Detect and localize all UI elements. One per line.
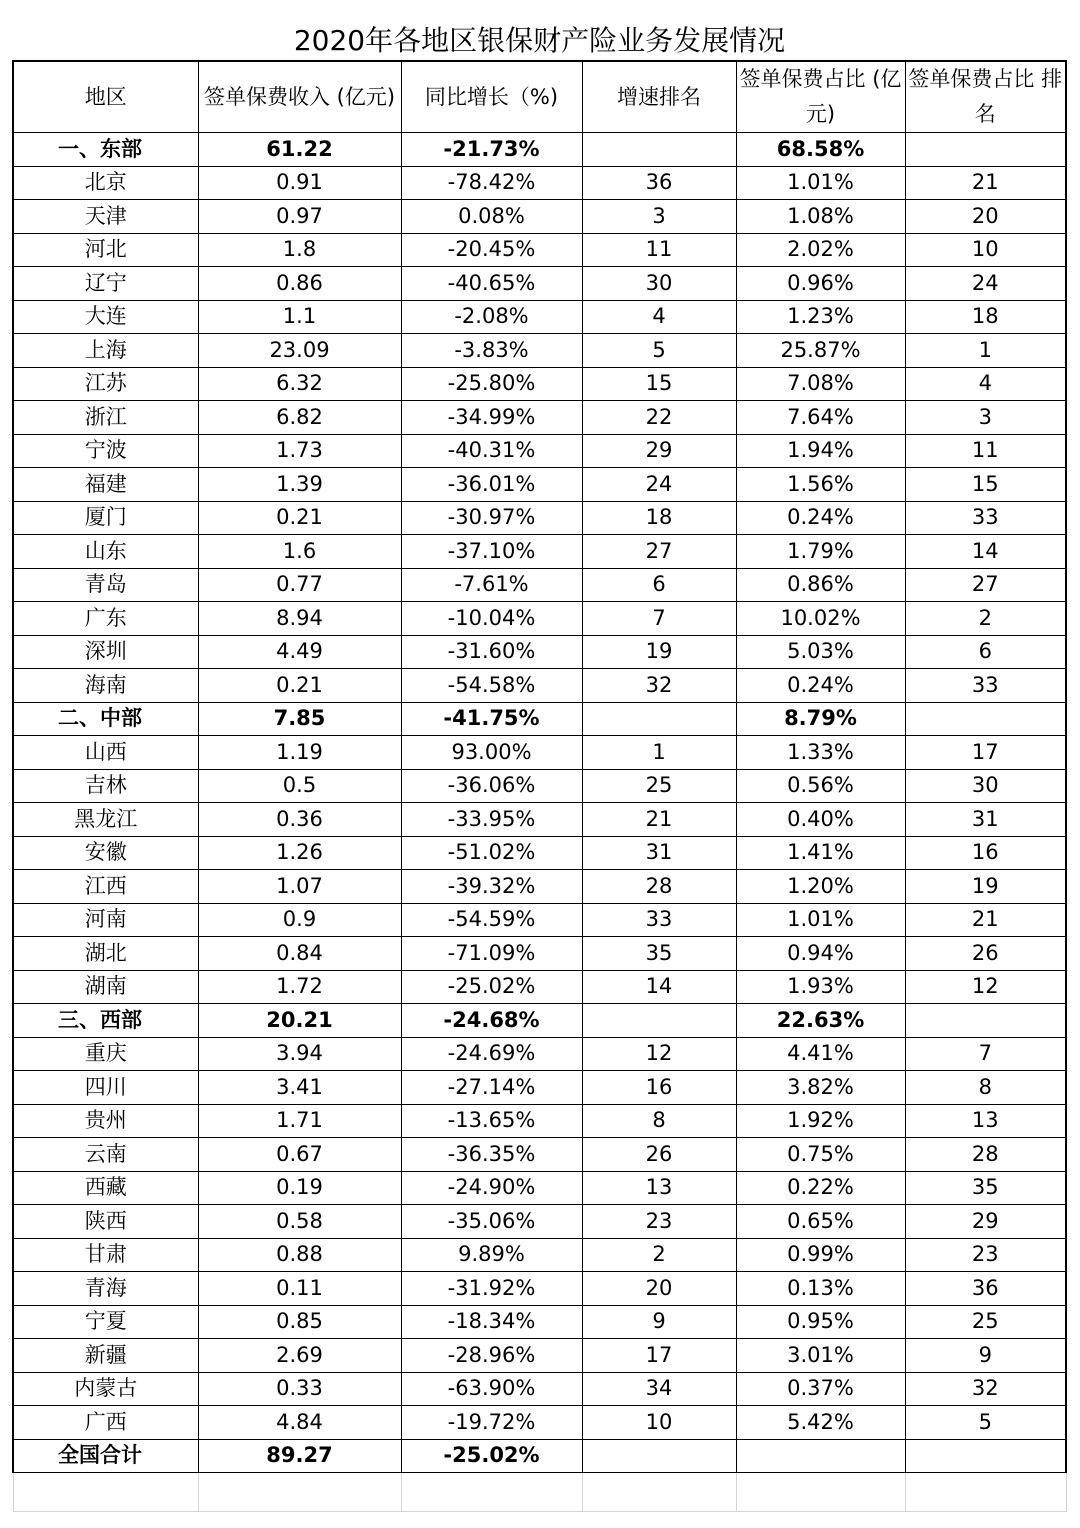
cell-rank xyxy=(582,1439,736,1473)
table-row xyxy=(13,836,1066,870)
cell-premium: 8.94 xyxy=(198,602,401,636)
table-row xyxy=(13,1071,1066,1105)
cell-premium: 0.97 xyxy=(198,200,401,234)
cell-rank: 30 xyxy=(582,267,736,301)
cell-growth: -25.02% xyxy=(401,1439,582,1473)
cell-rank: 21 xyxy=(582,803,736,837)
cell-rank: 9 xyxy=(582,1305,736,1339)
cell-rank: 28 xyxy=(582,870,736,904)
cell-premium: 1.07 xyxy=(198,870,401,904)
table-row xyxy=(13,1272,1066,1306)
table-row xyxy=(13,200,1066,234)
cell-share-rank: 14 xyxy=(905,535,1066,569)
cell-premium: 0.77 xyxy=(198,568,401,602)
empty-cell xyxy=(198,1473,401,1512)
table-row xyxy=(13,233,1066,267)
cell-rank: 29 xyxy=(582,434,736,468)
table-row xyxy=(13,1406,1066,1440)
cell-region: 广东 xyxy=(13,602,198,636)
cell-premium: 1.19 xyxy=(198,736,401,770)
table-row xyxy=(13,870,1066,904)
cell-region: 贵州 xyxy=(13,1104,198,1138)
cell-growth: -27.14% xyxy=(401,1071,582,1105)
cell-share-rank xyxy=(905,133,1066,167)
cell-region: 河北 xyxy=(13,233,198,267)
cell-share-rank: 19 xyxy=(905,870,1066,904)
cell-share-rank xyxy=(905,1004,1066,1038)
cell-premium: 23.09 xyxy=(198,334,401,368)
table-row xyxy=(13,1305,1066,1339)
cell-share-rank xyxy=(905,1439,1066,1473)
cell-rank: 33 xyxy=(582,903,736,937)
cell-premium: 0.9 xyxy=(198,903,401,937)
cell-region: 青岛 xyxy=(13,568,198,602)
cell-rank xyxy=(582,1004,736,1038)
cell-rank: 2 xyxy=(582,1238,736,1272)
cell-premium: 0.5 xyxy=(198,769,401,803)
cell-premium: 6.82 xyxy=(198,401,401,435)
header-growth: 同比增长（%) xyxy=(401,61,582,133)
cell-share-rank: 11 xyxy=(905,434,1066,468)
cell-region: 辽宁 xyxy=(13,267,198,301)
cell-premium: 0.36 xyxy=(198,803,401,837)
cell-premium: 0.86 xyxy=(198,267,401,301)
cell-share: 0.24% xyxy=(736,669,905,703)
table-row xyxy=(13,803,1066,837)
cell-share-rank: 26 xyxy=(905,937,1066,971)
cell-growth: -33.95% xyxy=(401,803,582,837)
cell-region: 江西 xyxy=(13,870,198,904)
cell-region: 山西 xyxy=(13,736,198,770)
cell-growth: -21.73% xyxy=(401,133,582,167)
cell-growth: -37.10% xyxy=(401,535,582,569)
cell-region: 安徽 xyxy=(13,836,198,870)
empty-cell xyxy=(582,1473,736,1512)
cell-share: 1.94% xyxy=(736,434,905,468)
cell-rank: 14 xyxy=(582,970,736,1004)
cell-growth: -36.06% xyxy=(401,769,582,803)
header-region: 地区 xyxy=(13,61,198,133)
empty-cell xyxy=(905,1473,1066,1512)
table-row xyxy=(13,501,1066,535)
cell-growth: -71.09% xyxy=(401,937,582,971)
cell-share: 3.82% xyxy=(736,1071,905,1105)
table-row xyxy=(13,903,1066,937)
cell-share-rank: 31 xyxy=(905,803,1066,837)
cell-region: 厦门 xyxy=(13,501,198,535)
cell-growth: -54.58% xyxy=(401,669,582,703)
cell-premium: 1.73 xyxy=(198,434,401,468)
cell-rank: 19 xyxy=(582,635,736,669)
cell-share: 1.01% xyxy=(736,903,905,937)
cell-share: 68.58% xyxy=(736,133,905,167)
cell-growth: -54.59% xyxy=(401,903,582,937)
cell-region: 陕西 xyxy=(13,1205,198,1239)
cell-share-rank xyxy=(905,702,1066,736)
cell-share: 1.23% xyxy=(736,300,905,334)
cell-share-rank: 6 xyxy=(905,635,1066,669)
cell-share: 1.20% xyxy=(736,870,905,904)
cell-share-rank: 32 xyxy=(905,1372,1066,1406)
cell-growth: -18.34% xyxy=(401,1305,582,1339)
cell-share-rank: 18 xyxy=(905,300,1066,334)
cell-share-rank: 10 xyxy=(905,233,1066,267)
cell-premium: 0.85 xyxy=(198,1305,401,1339)
cell-growth: -30.97% xyxy=(401,501,582,535)
cell-premium: 0.19 xyxy=(198,1171,401,1205)
cell-share: 5.42% xyxy=(736,1406,905,1440)
cell-premium: 0.67 xyxy=(198,1138,401,1172)
cell-rank: 10 xyxy=(582,1406,736,1440)
cell-growth: -36.35% xyxy=(401,1138,582,1172)
cell-share: 22.63% xyxy=(736,1004,905,1038)
cell-share: 1.41% xyxy=(736,836,905,870)
cell-premium: 1.26 xyxy=(198,836,401,870)
cell-share-rank: 13 xyxy=(905,1104,1066,1138)
table-row xyxy=(13,1004,1066,1038)
table-row xyxy=(13,367,1066,401)
cell-premium: 1.8 xyxy=(198,233,401,267)
cell-share: 0.96% xyxy=(736,267,905,301)
cell-growth: -31.92% xyxy=(401,1272,582,1306)
cell-share-rank: 5 xyxy=(905,1406,1066,1440)
cell-growth: -24.90% xyxy=(401,1171,582,1205)
cell-region: 西藏 xyxy=(13,1171,198,1205)
cell-premium: 0.11 xyxy=(198,1272,401,1306)
cell-region: 青海 xyxy=(13,1272,198,1306)
cell-share: 4.41% xyxy=(736,1037,905,1071)
cell-rank: 8 xyxy=(582,1104,736,1138)
table-row xyxy=(13,1037,1066,1071)
cell-region: 河南 xyxy=(13,903,198,937)
cell-region: 黑龙江 xyxy=(13,803,198,837)
table-row xyxy=(13,669,1066,703)
cell-share-rank: 27 xyxy=(905,568,1066,602)
cell-premium: 0.91 xyxy=(198,166,401,200)
cell-region: 一、东部 xyxy=(13,133,198,167)
cell-premium: 0.84 xyxy=(198,937,401,971)
cell-rank: 5 xyxy=(582,334,736,368)
empty-row xyxy=(13,1473,1066,1512)
table-row xyxy=(13,1171,1066,1205)
cell-premium: 1.71 xyxy=(198,1104,401,1138)
table-row xyxy=(13,300,1066,334)
cell-premium: 1.1 xyxy=(198,300,401,334)
cell-share-rank: 33 xyxy=(905,501,1066,535)
cell-region: 江苏 xyxy=(13,367,198,401)
cell-growth: -24.68% xyxy=(401,1004,582,1038)
cell-share: 1.56% xyxy=(736,468,905,502)
cell-premium: 3.41 xyxy=(198,1071,401,1105)
table-row xyxy=(13,602,1066,636)
cell-rank: 11 xyxy=(582,233,736,267)
cell-premium: 1.6 xyxy=(198,535,401,569)
cell-rank: 36 xyxy=(582,166,736,200)
cell-region: 深圳 xyxy=(13,635,198,669)
cell-share-rank: 28 xyxy=(905,1138,1066,1172)
cell-share-rank: 30 xyxy=(905,769,1066,803)
cell-share-rank: 23 xyxy=(905,1238,1066,1272)
cell-share-rank: 1 xyxy=(905,334,1066,368)
cell-region: 浙江 xyxy=(13,401,198,435)
cell-growth: -78.42% xyxy=(401,166,582,200)
cell-share: 0.37% xyxy=(736,1372,905,1406)
cell-region: 吉林 xyxy=(13,769,198,803)
table-row xyxy=(13,769,1066,803)
cell-growth: -51.02% xyxy=(401,836,582,870)
cell-share: 7.08% xyxy=(736,367,905,401)
cell-rank: 35 xyxy=(582,937,736,971)
cell-region: 福建 xyxy=(13,468,198,502)
cell-region: 上海 xyxy=(13,334,198,368)
table-row xyxy=(13,434,1066,468)
cell-growth: -40.65% xyxy=(401,267,582,301)
table-row xyxy=(13,1205,1066,1239)
cell-share: 1.79% xyxy=(736,535,905,569)
cell-share-rank: 21 xyxy=(905,166,1066,200)
cell-region: 宁波 xyxy=(13,434,198,468)
cell-share-rank: 16 xyxy=(905,836,1066,870)
cell-region: 全国合计 xyxy=(13,1439,198,1473)
cell-region: 湖南 xyxy=(13,970,198,1004)
cell-share: 0.40% xyxy=(736,803,905,837)
cell-share-rank: 8 xyxy=(905,1071,1066,1105)
cell-premium: 0.58 xyxy=(198,1205,401,1239)
cell-region: 甘肃 xyxy=(13,1238,198,1272)
table-row xyxy=(13,401,1066,435)
cell-share: 2.02% xyxy=(736,233,905,267)
header-share: 签单保费占比 (亿元) xyxy=(736,61,905,133)
cell-rank: 4 xyxy=(582,300,736,334)
cell-premium: 1.72 xyxy=(198,970,401,1004)
cell-rank: 24 xyxy=(582,468,736,502)
cell-rank: 13 xyxy=(582,1171,736,1205)
cell-share-rank: 17 xyxy=(905,736,1066,770)
cell-growth: -24.69% xyxy=(401,1037,582,1071)
cell-share-rank: 25 xyxy=(905,1305,1066,1339)
cell-share-rank: 3 xyxy=(905,401,1066,435)
table-row xyxy=(13,535,1066,569)
table-row xyxy=(13,1339,1066,1373)
cell-growth: -25.80% xyxy=(401,367,582,401)
cell-growth: -63.90% xyxy=(401,1372,582,1406)
cell-growth: -28.96% xyxy=(401,1339,582,1373)
cell-share-rank: 35 xyxy=(905,1171,1066,1205)
cell-share: 0.22% xyxy=(736,1171,905,1205)
cell-share: 0.99% xyxy=(736,1238,905,1272)
table-row xyxy=(13,1372,1066,1406)
table-row xyxy=(13,1104,1066,1138)
cell-rank: 27 xyxy=(582,535,736,569)
cell-share: 0.75% xyxy=(736,1138,905,1172)
cell-growth: -41.75% xyxy=(401,702,582,736)
cell-share: 1.92% xyxy=(736,1104,905,1138)
cell-growth: -19.72% xyxy=(401,1406,582,1440)
cell-share: 1.33% xyxy=(736,736,905,770)
cell-rank: 31 xyxy=(582,836,736,870)
cell-rank: 25 xyxy=(582,769,736,803)
table-row xyxy=(13,267,1066,301)
table-row xyxy=(13,937,1066,971)
cell-rank: 34 xyxy=(582,1372,736,1406)
cell-region: 广西 xyxy=(13,1406,198,1440)
cell-growth: -7.61% xyxy=(401,568,582,602)
cell-share-rank: 12 xyxy=(905,970,1066,1004)
cell-share-rank: 7 xyxy=(905,1037,1066,1071)
table-row xyxy=(13,1439,1066,1473)
table-row xyxy=(13,970,1066,1004)
table-row xyxy=(13,166,1066,200)
cell-growth: 0.08% xyxy=(401,200,582,234)
cell-share-rank: 9 xyxy=(905,1339,1066,1373)
empty-cell xyxy=(401,1473,582,1512)
cell-growth: -25.02% xyxy=(401,970,582,1004)
cell-region: 山东 xyxy=(13,535,198,569)
cell-region: 四川 xyxy=(13,1071,198,1105)
cell-share: 0.65% xyxy=(736,1205,905,1239)
cell-premium: 3.94 xyxy=(198,1037,401,1071)
cell-share-rank: 21 xyxy=(905,903,1066,937)
cell-premium: 2.69 xyxy=(198,1339,401,1373)
cell-share: 1.93% xyxy=(736,970,905,1004)
cell-growth: -3.83% xyxy=(401,334,582,368)
cell-share: 1.08% xyxy=(736,200,905,234)
cell-growth: -39.32% xyxy=(401,870,582,904)
cell-share: 0.86% xyxy=(736,568,905,602)
cell-premium: 0.21 xyxy=(198,669,401,703)
header-share-rank: 签单保费占比 排名 xyxy=(905,61,1066,133)
cell-region: 新疆 xyxy=(13,1339,198,1373)
table-row xyxy=(13,468,1066,502)
cell-share: 1.01% xyxy=(736,166,905,200)
table-row xyxy=(13,568,1066,602)
cell-rank xyxy=(582,133,736,167)
cell-share-rank: 4 xyxy=(905,367,1066,401)
cell-rank: 15 xyxy=(582,367,736,401)
cell-premium: 89.27 xyxy=(198,1439,401,1473)
cell-rank: 3 xyxy=(582,200,736,234)
table-row xyxy=(13,1138,1066,1172)
cell-premium: 0.88 xyxy=(198,1238,401,1272)
table-row xyxy=(13,736,1066,770)
cell-region: 北京 xyxy=(13,166,198,200)
cell-share: 7.64% xyxy=(736,401,905,435)
cell-share: 0.24% xyxy=(736,501,905,535)
cell-growth: -13.65% xyxy=(401,1104,582,1138)
header-growth-rank: 增速排名 xyxy=(582,61,736,133)
cell-share xyxy=(736,1439,905,1473)
cell-rank: 1 xyxy=(582,736,736,770)
cell-rank: 6 xyxy=(582,568,736,602)
cell-share-rank: 2 xyxy=(905,602,1066,636)
table-row xyxy=(13,635,1066,669)
cell-share: 0.95% xyxy=(736,1305,905,1339)
cell-rank: 16 xyxy=(582,1071,736,1105)
cell-premium: 0.33 xyxy=(198,1372,401,1406)
cell-premium: 6.32 xyxy=(198,367,401,401)
cell-rank: 20 xyxy=(582,1272,736,1306)
cell-growth: -35.06% xyxy=(401,1205,582,1239)
cell-region: 湖北 xyxy=(13,937,198,971)
cell-rank: 17 xyxy=(582,1339,736,1373)
cell-share: 5.03% xyxy=(736,635,905,669)
cell-growth: 9.89% xyxy=(401,1238,582,1272)
cell-growth: 93.00% xyxy=(401,736,582,770)
cell-premium: 4.49 xyxy=(198,635,401,669)
cell-share-rank: 33 xyxy=(905,669,1066,703)
cell-rank: 18 xyxy=(582,501,736,535)
cell-region: 内蒙古 xyxy=(13,1372,198,1406)
cell-growth: -36.01% xyxy=(401,468,582,502)
table-row xyxy=(13,702,1066,736)
cell-rank: 26 xyxy=(582,1138,736,1172)
cell-share-rank: 24 xyxy=(905,267,1066,301)
cell-rank: 7 xyxy=(582,602,736,636)
cell-growth: -2.08% xyxy=(401,300,582,334)
cell-rank xyxy=(582,702,736,736)
table-row xyxy=(13,133,1066,167)
table-row xyxy=(13,334,1066,368)
cell-region: 三、西部 xyxy=(13,1004,198,1038)
header-premium: 签单保费收入 (亿元) xyxy=(198,61,401,133)
cell-region: 重庆 xyxy=(13,1037,198,1071)
cell-region: 大连 xyxy=(13,300,198,334)
cell-region: 天津 xyxy=(13,200,198,234)
table-title: 2020年各地区银保财产险业务发展情况 xyxy=(13,22,1066,61)
table-row xyxy=(13,1238,1066,1272)
cell-rank: 22 xyxy=(582,401,736,435)
cell-premium: 20.21 xyxy=(198,1004,401,1038)
empty-cell xyxy=(736,1473,905,1512)
cell-share-rank: 29 xyxy=(905,1205,1066,1239)
cell-growth: -10.04% xyxy=(401,602,582,636)
cell-growth: -20.45% xyxy=(401,233,582,267)
cell-growth: -34.99% xyxy=(401,401,582,435)
cell-share: 25.87% xyxy=(736,334,905,368)
cell-premium: 61.22 xyxy=(198,133,401,167)
cell-growth: -31.60% xyxy=(401,635,582,669)
cell-region: 二、中部 xyxy=(13,702,198,736)
cell-share: 0.13% xyxy=(736,1272,905,1306)
cell-premium: 0.21 xyxy=(198,501,401,535)
cell-region: 宁夏 xyxy=(13,1305,198,1339)
cell-growth: -40.31% xyxy=(401,434,582,468)
cell-share: 0.56% xyxy=(736,769,905,803)
cell-rank: 32 xyxy=(582,669,736,703)
cell-premium: 4.84 xyxy=(198,1406,401,1440)
cell-rank: 23 xyxy=(582,1205,736,1239)
cell-region: 海南 xyxy=(13,669,198,703)
cell-region: 云南 xyxy=(13,1138,198,1172)
data-table xyxy=(12,22,1067,1512)
cell-premium: 1.39 xyxy=(198,468,401,502)
cell-share: 8.79% xyxy=(736,702,905,736)
cell-rank: 12 xyxy=(582,1037,736,1071)
cell-premium: 7.85 xyxy=(198,702,401,736)
cell-share-rank: 36 xyxy=(905,1272,1066,1306)
cell-share-rank: 20 xyxy=(905,200,1066,234)
empty-cell xyxy=(13,1473,198,1512)
cell-share-rank: 15 xyxy=(905,468,1066,502)
cell-share: 3.01% xyxy=(736,1339,905,1373)
cell-share: 0.94% xyxy=(736,937,905,971)
cell-share: 10.02% xyxy=(736,602,905,636)
